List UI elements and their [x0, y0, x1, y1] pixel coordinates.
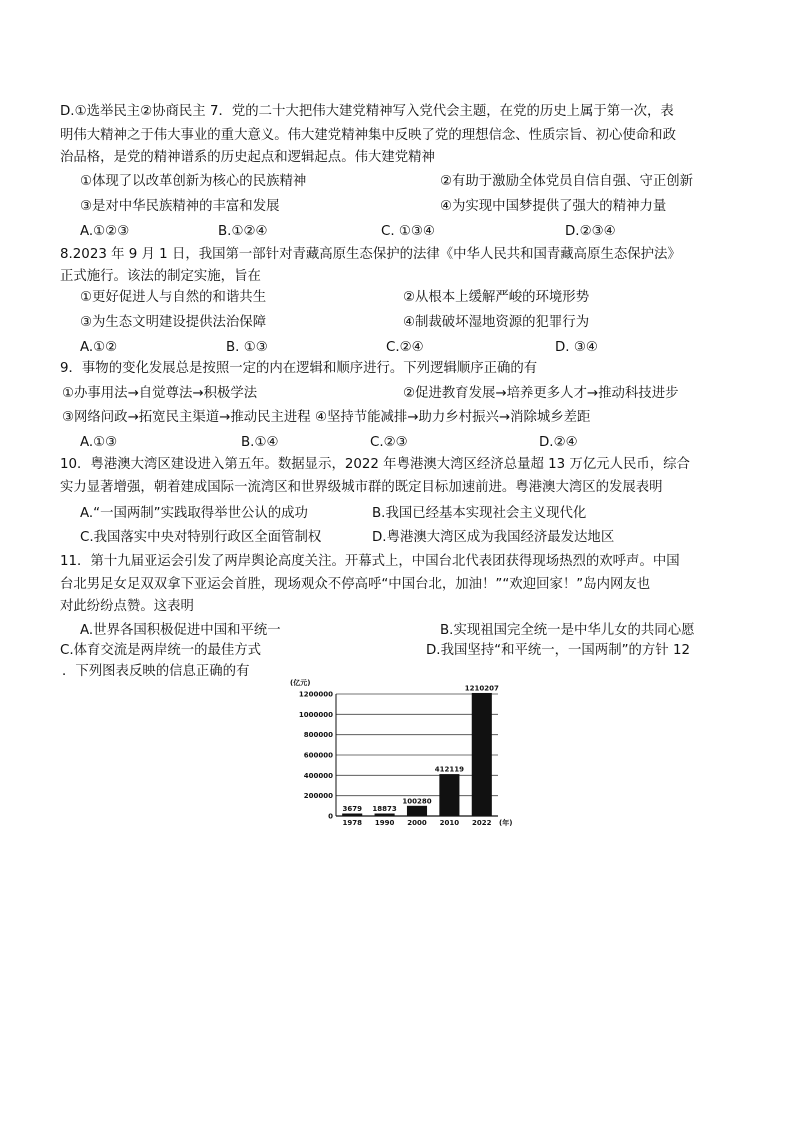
- q8-answer-d: D. ③④: [555, 340, 598, 355]
- q8-answer-c: C.②④: [386, 340, 424, 355]
- q11-answer-c: C.体育交流是两岸统一的最佳方式: [60, 643, 262, 658]
- bar-1990: [375, 814, 395, 817]
- q7-line3: 治品格，是党的精神谱系的历史起点和逻辑起点。伟大建党精神: [60, 150, 435, 165]
- x-axis-label: (年): [499, 819, 513, 827]
- q7-option-3: ③是对中华民族精神的丰富和发展: [80, 199, 280, 214]
- q7-answer-d: D.②③④: [565, 224, 616, 239]
- q7-option-2: ②有助于激励全体党员自信自强、守正创新: [440, 174, 694, 189]
- q11-answer-d: D.我国坚持“和平统一，一国两制”的方针 12: [426, 643, 690, 658]
- q6-tail-q7-line1: D.①选举民主②协商民主 7．党的二十大把伟大建党精神写入党代会主题，在党的历史上属于第一次，表: [60, 104, 674, 119]
- q8-answer-b: B. ①③: [226, 340, 268, 355]
- q9-answer-d: D.②④: [539, 435, 578, 450]
- bar-1978: [342, 814, 362, 817]
- q8-option-1: ①更好促进人与自然的和谐共生: [80, 290, 267, 305]
- bar-2010: [439, 774, 459, 816]
- q7-answer-c: C. ①③④: [381, 224, 435, 239]
- q9-option-1: ①办事用法→自觉尊法→积极学法: [62, 386, 258, 401]
- bar-2022: [472, 693, 492, 816]
- y-tick-label: 0: [328, 812, 333, 821]
- x-tick-label: 1978: [342, 819, 362, 827]
- q7-line2: 明伟大精神之于伟大事业的重大意义。伟大建党精神集中反映了党的理想信念、性质宗旨、初心使命和政: [60, 128, 676, 143]
- y-tick-label: 1200000: [298, 690, 333, 699]
- bar-2000: [407, 806, 427, 816]
- q9-option-3-4: ③网络问政→拓宽民主渠道→推动民主进程 ④坚持节能减排→助力乡村振兴→消除城乡差距: [62, 410, 591, 425]
- q10-line2: 实力显著增强，朝着建成国际一流湾区和世界级城市群的既定目标加速前进。粤港澳大湾区的发展表明: [60, 480, 663, 495]
- q10-answer-a: A.“一国两制”实践取得举世公认的成功: [80, 506, 308, 521]
- bar-value-label: 3679: [342, 805, 362, 813]
- q7-answer-b: B.①②④: [218, 224, 268, 239]
- bar-value-label: 100280: [402, 797, 432, 806]
- x-tick-label: 2000: [407, 819, 427, 827]
- q9-answer-b: B.①④: [241, 435, 279, 450]
- q11-line1: 11．第十九届亚运会引发了两岸舆论高度关注。开幕式上，中国台北代表团获得现场热烈的欢呼声。中国: [60, 554, 680, 569]
- q11-line2: 台北男足女足双双拿下亚运会首胜，现场观众不停高呼“中国台北，加油！”“欢迎回家！”岛内网友也: [60, 577, 651, 592]
- y-axis-label: (亿元): [290, 679, 311, 687]
- q10-answer-d: D.粤港澳大湾区成为我国经济最发达地区: [372, 530, 615, 545]
- q7-option-4: ④为实现中国梦提供了强大的精神力量: [440, 199, 667, 214]
- bar-value-label: 18873: [372, 805, 397, 813]
- x-tick-label: 2010: [439, 819, 460, 827]
- y-tick-label: 600000: [303, 751, 333, 760]
- q11-answer-b: B.实现祖国完全统一是中华儿女的共同心愿: [440, 623, 695, 638]
- y-tick-label: 400000: [303, 771, 333, 780]
- q11-line3: 对此纷纷点赞。这表明: [60, 599, 194, 614]
- gdp-bar-chart: [286, 674, 518, 834]
- q8-option-2: ②从根本上缓解严峻的环境形势: [403, 290, 590, 305]
- x-tick-label: 2022: [472, 819, 492, 827]
- y-tick-label: 200000: [303, 792, 333, 801]
- q9-option-2: ②促进教育发展→培养更多人才→推动科技进步: [403, 386, 679, 401]
- q8-line2: 正式施行。该法的制定实施，旨在: [60, 269, 261, 284]
- q10-answer-b: B.我国已经基本实现社会主义现代化: [372, 506, 587, 521]
- y-tick-label: 1000000: [298, 710, 333, 719]
- q9-answer-a: A.①③: [80, 435, 118, 450]
- q9-answer-c: C.②③: [370, 435, 408, 450]
- q8-line1: 8.2023 年 9 月 1 日，我国第一部针对青藏高原生态保护的法律《中华人民共和国青藏高原生态保护法》: [60, 247, 681, 262]
- x-tick-label: 1990: [374, 819, 395, 827]
- bar-value-label: 412119: [434, 765, 465, 774]
- q7-option-1: ①体现了以改革创新为核心的民族精神: [80, 174, 307, 189]
- q8-option-3: ③为生态文明建设提供法治保障: [80, 315, 267, 330]
- q11-answer-a: A.世界各国积极促进中国和平统一: [80, 623, 281, 638]
- q8-option-4: ④制裁破坏湿地资源的犯罪行为: [403, 315, 590, 330]
- q10-answer-c: C.我国落实中央对特别行政区全面管制权: [80, 530, 322, 545]
- chart-svg: [286, 674, 518, 834]
- q12-line: ．下列图表反映的信息正确的有: [62, 664, 250, 679]
- bar-value-label: 1210207: [464, 684, 499, 693]
- q8-answer-a: A.①②: [80, 340, 118, 355]
- q9-line1: 9．事物的变化发展总是按照一定的内在逻辑和顺序进行。下列逻辑顺序正确的有: [60, 361, 538, 376]
- q7-answer-a: A.①②③: [80, 224, 130, 239]
- q10-line1: 10．粤港澳大湾区建设进入第五年。数据显示，2022 年粤港澳大湾区经济总量超 13 万亿元人民币，综合: [60, 457, 690, 472]
- y-tick-label: 800000: [303, 731, 333, 740]
